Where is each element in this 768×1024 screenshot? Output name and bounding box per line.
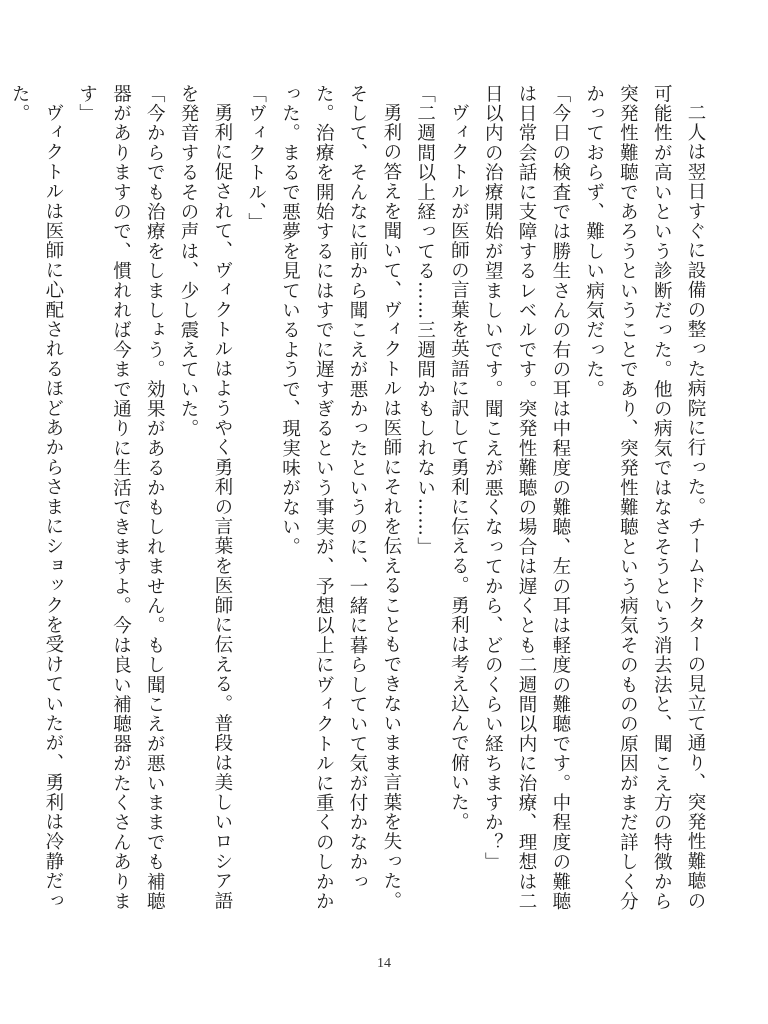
paragraph-narration: ヴィクトルは医師に心配されるほどあからさまにショックを受けていたが、勇利は冷静だった。	[9, 84, 64, 911]
page-number: 14	[377, 956, 391, 971]
paragraph-narration: 勇利に促されて、ヴィクトルはようやく勇利の言葉を医師に伝える。普段は美しいロシア語を発音するその声は、少し震えていた。	[178, 84, 233, 911]
paragraph-dialogue	[0, 84, 2, 914]
body-text	[9, 84, 712, 914]
paragraph-dialogue: 「二週間以上経ってる……三週間かもしれない……」	[414, 84, 436, 557]
paragraph-narration: 勇利の答えを聞いて、ヴィクトルは医師にそれを伝えることもできないまま言葉を失った。そして、そんなに前から聞こえが悪かったというのに、一緒に暮らしていて気が付かなかった。治療を開始するにはすでに遅すぎるという事実が、予想以上にヴィクトルに重くのしかかった。まるで悪夢を見ているようで、現実味がない。	[279, 84, 402, 912]
paragraph-dialogue: 「ヴィクトル、」	[245, 84, 267, 233]
paragraph-narration: ヴィクトルが医師の言葉を英語に訳して勇利に伝える。勇利は考え込んで俯いた。	[448, 102, 470, 832]
paragraph-dialogue: 「今からでも治療をしましょう。効果があるかもしれません。もし聞こえが悪いままでも補聴器がありますので、慣れれば今まで通りに生活できますよ。今は良い補聴器がたくさんあります」	[76, 84, 166, 912]
paragraph-dialogue: 「今日の検査では勝生さんの右の耳は中程度の難聴、左の耳は軽度の難聴です。中程度の難聴は日常会話に支障するレベルです。突発性難聴の場合は遅くとも二週間以内に治療、理想は二日以内の治療開始が望ましいです。聞こえが悪くなってから、どのくらい経ちますか？」	[482, 84, 571, 912]
paragraph-narration: 二人は翌日すぐに設備の整った病院に行った。チームドクターの見立て通り、突発性難聴の可能性が高いという診断だった。他の病気ではなさそうという消去法と、聞こえ方の特徴から突発性難聴であろうということであり、突発性難聴という病気そのものの原因がまだ詳しく分かっておらず、難しい病気だった。	[583, 84, 706, 912]
